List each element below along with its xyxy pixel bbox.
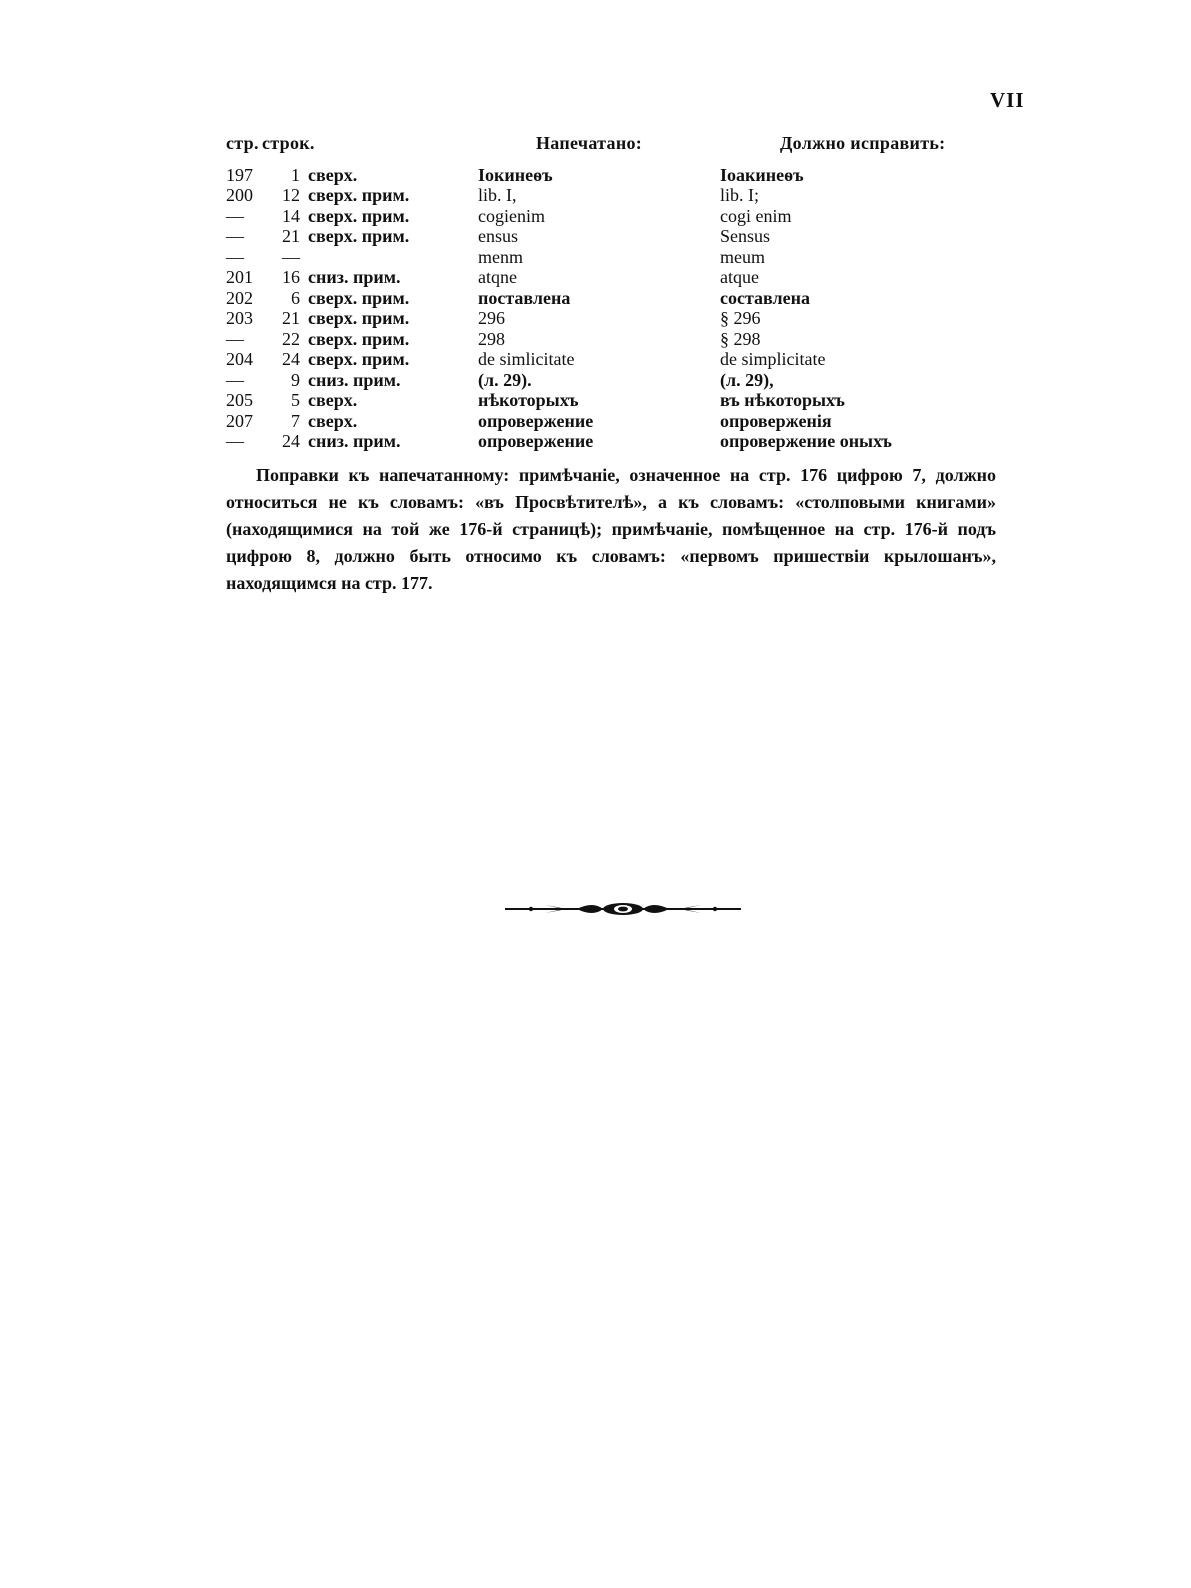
- header-page: стр.: [226, 133, 259, 153]
- errata-place: сверх.: [308, 410, 358, 431]
- errata-place: сверх.: [308, 390, 358, 410]
- table-row: [226, 247, 966, 268]
- errata-body: [226, 165, 966, 452]
- ornament-flourish-icon: [505, 896, 741, 922]
- errata-printed: 296: [478, 308, 505, 328]
- errata-page: 200: [226, 185, 253, 205]
- page-number: VII: [990, 88, 1025, 112]
- errata-page: 201: [226, 267, 253, 287]
- table-row: [226, 288, 966, 309]
- errata-place: сверх. прим.: [308, 328, 410, 349]
- table-row: [226, 226, 966, 247]
- errata-place: сниз. прим.: [308, 369, 401, 390]
- errata-line: 14: [282, 205, 300, 226]
- header-correct: Должно исправить:: [780, 133, 946, 153]
- errata-printed: lib. I,: [478, 185, 517, 205]
- table-row: [226, 329, 966, 350]
- errata-header-row: [226, 133, 966, 165]
- errata-page: 205: [226, 390, 253, 410]
- errata-line: 24: [282, 349, 300, 369]
- errata-correct: въ нѣкоторыхъ: [720, 390, 845, 410]
- errata-correct: опровержение оныхъ: [720, 431, 892, 451]
- errata-correct: (л. 29),: [720, 369, 774, 390]
- errata-place: сверх. прим.: [308, 349, 410, 369]
- errata-correct: meum: [720, 246, 765, 267]
- errata-printed: нѣкоторыхъ: [478, 390, 579, 410]
- errata-place: сниз. прим.: [308, 267, 401, 287]
- table-row: [226, 206, 966, 227]
- table-row: [226, 431, 966, 452]
- errata-printed: опровержение: [478, 410, 594, 431]
- table-row: [226, 267, 966, 288]
- errata-printed: atqne: [478, 267, 517, 287]
- errata-page: —: [226, 369, 244, 390]
- errata-page: —: [226, 226, 244, 246]
- header-printed: Напечатано:: [536, 133, 643, 153]
- table-row: [226, 165, 966, 186]
- header-line-cell: [262, 133, 478, 165]
- errata-correct: atque: [720, 267, 759, 287]
- errata-printed: cogienim: [478, 205, 545, 226]
- errata-line: 24: [282, 431, 300, 451]
- errata-place: сверх. прим.: [308, 308, 410, 328]
- errata-line: 7: [291, 410, 300, 431]
- errata-page: 204: [226, 349, 253, 369]
- errata-correct: Іоакинеѳъ: [720, 164, 804, 185]
- errata-correct: Sensus: [720, 226, 771, 246]
- errata-line: 5: [291, 390, 300, 410]
- errata-place: сверх. прим.: [308, 226, 410, 246]
- errata-place: сверх.: [308, 164, 358, 185]
- errata-line: 21: [282, 226, 300, 246]
- errata-place: [300, 247, 478, 268]
- errata-line: 22: [282, 328, 300, 349]
- errata-line: 9: [291, 369, 300, 390]
- errata-correct: cogi enim: [720, 205, 792, 226]
- errata-line: 21: [282, 308, 300, 328]
- errata-printed: (л. 29).: [478, 369, 532, 390]
- errata-page: 197: [226, 164, 253, 185]
- errata-correct: опроверженія: [720, 410, 832, 431]
- errata-page: 207: [226, 410, 253, 431]
- errata-printed: 298: [478, 328, 505, 349]
- errata-line: 12: [282, 185, 300, 205]
- errata-printed: поставлена: [478, 287, 571, 308]
- table-row: [226, 349, 966, 370]
- errata-place: сверх. прим.: [308, 185, 410, 205]
- table-row: [226, 411, 966, 432]
- errata-line: —: [282, 246, 300, 267]
- errata-printed: Іокинеѳъ: [478, 164, 553, 185]
- errata-correct: de simplicitate: [720, 349, 826, 369]
- errata-place: сниз. прим.: [308, 431, 401, 451]
- errata-printed: опровержение: [478, 431, 594, 451]
- corrections-note: Поправки къ напечатанному: примѣчаніе, означенное на стр. 176 цифрою 7, должно относиться не къ словамъ: «въ Просвѣтителѣ», а къ словамъ: «столповыми книгами» (находящимися на той же 176-й страницѣ); примѣчаніе, помѣщенное на стр. 176-й подъ цифрою 8, должно быть относимо къ словамъ: «первомъ пришествіи крылошанъ», находящимся на стр. 177.: [226, 465, 996, 593]
- errata-page: —: [226, 246, 244, 267]
- errata-correct: lib. I;: [720, 185, 759, 205]
- errata-page: —: [226, 328, 244, 349]
- errata-printed: menm: [478, 246, 523, 267]
- errata-line: 1: [291, 164, 300, 185]
- errata-printed: de simlicitate: [478, 349, 575, 369]
- errata-line: 16: [282, 267, 300, 287]
- errata-table: [226, 133, 966, 452]
- errata-page: 203: [226, 308, 253, 328]
- errata-place: сверх. прим.: [308, 205, 410, 226]
- errata-page: —: [226, 205, 244, 226]
- errata-correct: § 298: [720, 328, 761, 349]
- table-row: [226, 308, 966, 329]
- errata-page: 202: [226, 287, 253, 308]
- errata-correct: § 296: [720, 308, 761, 328]
- table-row: [226, 370, 966, 391]
- table-row: [226, 185, 966, 206]
- errata-line: 6: [291, 287, 300, 308]
- header-line: строк.: [262, 133, 315, 153]
- errata-place: сверх. прим.: [308, 287, 410, 308]
- errata-page: —: [226, 431, 244, 451]
- errata-printed: ensus: [478, 226, 518, 246]
- errata-correct: составлена: [720, 287, 810, 308]
- table-row: [226, 390, 966, 411]
